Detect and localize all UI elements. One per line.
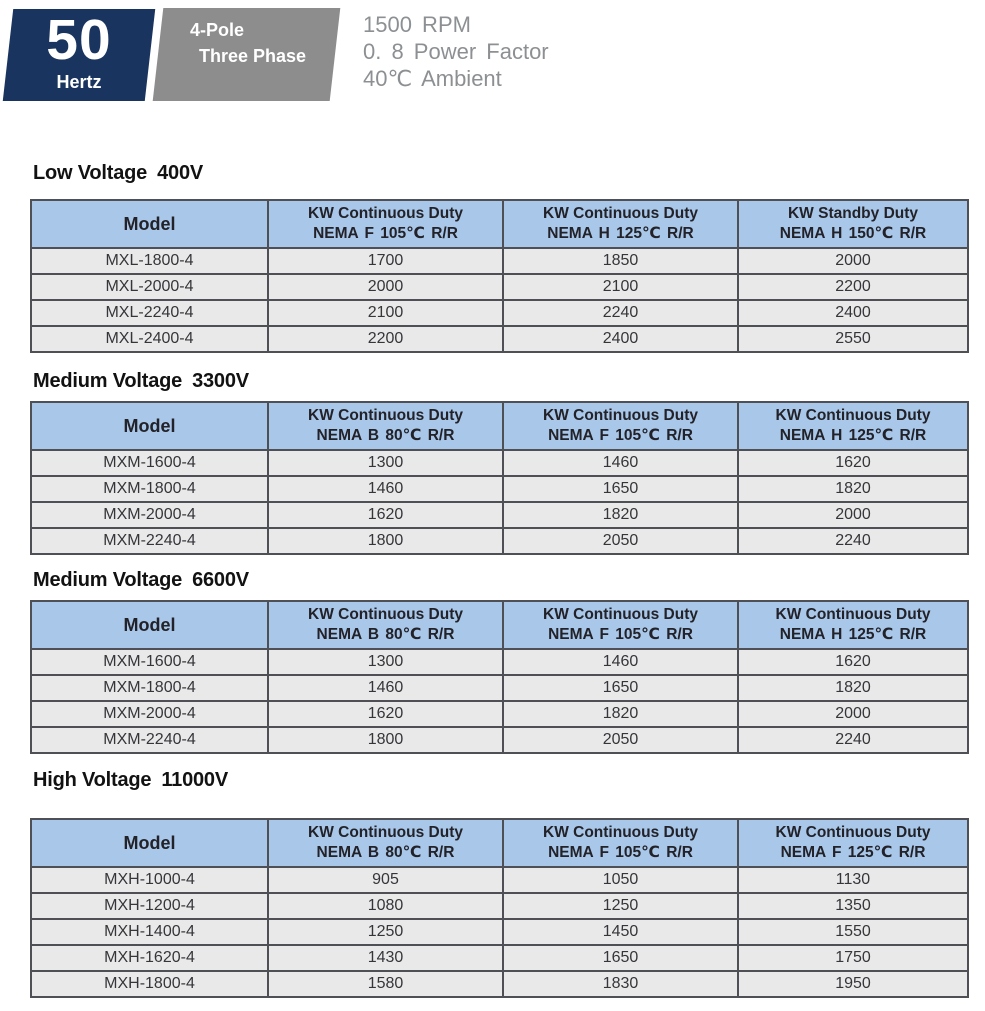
section-title-voltage: 400V — [157, 162, 204, 184]
kw-value-cell: 1130 — [738, 867, 968, 893]
kw-value-cell: 2100 — [503, 274, 738, 300]
table-row — [31, 675, 968, 701]
kw-value-cell: 2000 — [268, 274, 503, 300]
model-cell: MXL-1800-4 — [31, 248, 268, 274]
table-row — [31, 450, 968, 476]
kw-value-cell: 2240 — [738, 528, 968, 554]
kw-value-cell: 1050 — [503, 867, 738, 893]
kw-value-cell: 2000 — [738, 701, 968, 727]
duty-column-header — [738, 819, 968, 867]
section-title — [33, 569, 985, 592]
duty-header-line2: NEMA H 150℃ R/R — [779, 225, 927, 242]
kw-value-cell: 1820 — [503, 502, 738, 528]
duty-header-line2: NEMA F 105℃ R/R — [548, 844, 693, 861]
table-row — [31, 893, 968, 919]
kw-value-cell: 1460 — [503, 450, 738, 476]
section-title — [33, 162, 985, 185]
kw-value-cell: 1800 — [268, 528, 503, 554]
table-header-row — [31, 601, 968, 649]
kw-value-cell: 2000 — [738, 502, 968, 528]
kw-value-cell: 1460 — [268, 675, 503, 701]
kw-value-cell: 1620 — [268, 502, 503, 528]
kw-value-cell: 1820 — [738, 675, 968, 701]
kw-value-cell: 1800 — [268, 727, 503, 753]
kw-value-cell: 2050 — [503, 528, 738, 554]
model-cell: MXM-2000-4 — [31, 701, 268, 727]
duty-column-header — [503, 402, 738, 450]
duty-header-line1: KW Continuous Duty — [308, 407, 463, 424]
kw-value-cell: 1650 — [503, 675, 738, 701]
duty-header-line2: NEMA H 125℃ R/R — [547, 225, 694, 242]
rating-table — [30, 401, 969, 555]
model-cell: MXM-1800-4 — [31, 476, 268, 502]
table-row — [31, 867, 968, 893]
duty-header-line2: NEMA B 80℃ R/R — [316, 427, 455, 444]
duty-column-header — [738, 402, 968, 450]
kw-value-cell: 1620 — [738, 649, 968, 675]
duty-header-line1: KW Continuous Duty — [308, 205, 463, 222]
table-row — [31, 945, 968, 971]
duty-header-line2: NEMA F 105℃ R/R — [548, 626, 693, 643]
spec-line-power-factor: 0. 8 Power Factor — [363, 39, 549, 64]
duty-column-header — [268, 601, 503, 649]
kw-value-cell: 1580 — [268, 971, 503, 997]
kw-value-cell: 1650 — [503, 476, 738, 502]
section-title-label: Medium Voltage — [33, 569, 183, 591]
duty-column-header — [503, 200, 738, 248]
model-cell: MXM-1800-4 — [31, 675, 268, 701]
duty-column-header — [503, 601, 738, 649]
kw-value-cell: 1250 — [268, 919, 503, 945]
pole-label: 4-Pole — [190, 20, 245, 40]
model-cell: MXH-1400-4 — [31, 919, 268, 945]
kw-value-cell: 2200 — [268, 326, 503, 352]
model-cell: MXH-1200-4 — [31, 893, 268, 919]
kw-value-cell: 1950 — [738, 971, 968, 997]
model-cell: MXL-2000-4 — [31, 274, 268, 300]
section-title-label: Medium Voltage — [33, 370, 183, 392]
duty-header-line1: KW Continuous Duty — [543, 407, 698, 424]
duty-header-line2: NEMA B 80℃ R/R — [316, 626, 455, 643]
table-row — [31, 701, 968, 727]
duty-column-header — [738, 601, 968, 649]
duty-header-line1: KW Continuous Duty — [775, 606, 931, 623]
kw-value-cell: 1750 — [738, 945, 968, 971]
table-row — [31, 300, 968, 326]
duty-header-line2: NEMA H 125℃ R/R — [779, 626, 927, 643]
duty-header-line1: KW Continuous Duty — [775, 824, 931, 841]
voltage-section — [0, 769, 985, 998]
kw-value-cell: 1350 — [738, 893, 968, 919]
kw-value-cell: 1700 — [268, 248, 503, 274]
duty-header-line2: NEMA F 105℃ R/R — [313, 225, 458, 242]
model-cell: MXH-1800-4 — [31, 971, 268, 997]
kw-value-cell: 1430 — [268, 945, 503, 971]
kw-value-cell: 2400 — [503, 326, 738, 352]
model-cell: MXM-1600-4 — [31, 450, 268, 476]
rating-table — [30, 600, 969, 754]
duty-column-header — [738, 200, 968, 248]
section-title-label: High Voltage — [33, 769, 152, 791]
kw-value-cell: 1620 — [738, 450, 968, 476]
duty-column-header — [503, 819, 738, 867]
kw-value-cell: 905 — [268, 867, 503, 893]
table-row — [31, 528, 968, 554]
kw-value-cell: 1850 — [503, 248, 738, 274]
model-column-header: Model — [31, 601, 268, 649]
table-row — [31, 649, 968, 675]
table-header-row — [31, 819, 968, 867]
table-row — [31, 502, 968, 528]
kw-value-cell: 1460 — [503, 649, 738, 675]
section-title-voltage: 11000V — [161, 769, 228, 791]
duty-header-line1: KW Standby Duty — [787, 205, 919, 222]
section-title — [33, 769, 985, 792]
kw-value-cell: 2200 — [738, 274, 968, 300]
kw-value-cell: 1300 — [268, 649, 503, 675]
duty-column-header — [268, 402, 503, 450]
section-title-voltage: 3300V — [192, 370, 249, 392]
model-column-header: Model — [31, 819, 268, 867]
voltage-section — [0, 370, 985, 555]
duty-header-line2: NEMA H 125℃ R/R — [779, 427, 927, 444]
table-row — [31, 476, 968, 502]
kw-value-cell: 2050 — [503, 727, 738, 753]
model-column-header: Model — [31, 200, 268, 248]
table-row — [31, 248, 968, 274]
spec-line-ambient: 40℃ Ambient — [363, 66, 502, 91]
duty-header-line1: KW Continuous Duty — [543, 606, 698, 623]
table-header-row — [31, 200, 968, 248]
section-title-voltage: 6600V — [192, 569, 249, 591]
kw-value-cell: 1820 — [503, 701, 738, 727]
table-row — [31, 727, 968, 753]
section-title-label: Low Voltage — [33, 162, 148, 184]
duty-header-line1: KW Continuous Duty — [308, 824, 463, 841]
table-row — [31, 326, 968, 352]
kw-value-cell: 1300 — [268, 450, 503, 476]
rating-table — [30, 199, 969, 353]
duty-column-header — [268, 819, 503, 867]
table-row — [31, 971, 968, 997]
kw-value-cell: 2100 — [268, 300, 503, 326]
table-row — [31, 274, 968, 300]
model-column-header: Model — [31, 402, 268, 450]
kw-value-cell: 1460 — [268, 476, 503, 502]
duty-header-line1: KW Continuous Duty — [543, 824, 698, 841]
model-cell: MXM-1600-4 — [31, 649, 268, 675]
model-cell: MXL-2240-4 — [31, 300, 268, 326]
model-cell: MXM-2000-4 — [31, 502, 268, 528]
voltage-section — [0, 569, 985, 754]
frequency-unit: Hertz — [56, 72, 102, 92]
kw-value-cell: 1650 — [503, 945, 738, 971]
duty-header-line1: KW Continuous Duty — [775, 407, 931, 424]
duty-header-line1: KW Continuous Duty — [308, 606, 463, 623]
model-cell: MXH-1620-4 — [31, 945, 268, 971]
kw-value-cell: 1450 — [503, 919, 738, 945]
kw-value-cell: 2240 — [738, 727, 968, 753]
spec-line-rpm: 1500 RPM — [363, 12, 471, 37]
kw-value-cell: 1820 — [738, 476, 968, 502]
model-cell: MXH-1000-4 — [31, 867, 268, 893]
kw-value-cell: 1550 — [738, 919, 968, 945]
duty-header-line2: NEMA F 105℃ R/R — [548, 427, 693, 444]
section-title — [33, 370, 985, 393]
model-cell: MXM-2240-4 — [31, 727, 268, 753]
phase-label: Three Phase — [199, 46, 307, 66]
duty-header-line2: NEMA B 80℃ R/R — [316, 844, 455, 861]
kw-value-cell: 1620 — [268, 701, 503, 727]
duty-header-line1: KW Continuous Duty — [543, 205, 698, 222]
kw-value-cell: 1830 — [503, 971, 738, 997]
voltage-section — [0, 162, 985, 353]
kw-value-cell: 1250 — [503, 893, 738, 919]
duty-column-header — [268, 200, 503, 248]
table-header-row — [31, 402, 968, 450]
table-row — [31, 919, 968, 945]
model-cell: MXM-2240-4 — [31, 528, 268, 554]
kw-value-cell: 2400 — [738, 300, 968, 326]
model-cell: MXL-2400-4 — [31, 326, 268, 352]
duty-header-line2: NEMA F 125℃ R/R — [780, 844, 926, 861]
rating-table — [30, 818, 969, 998]
kw-value-cell: 2000 — [738, 248, 968, 274]
kw-value-cell: 2240 — [503, 300, 738, 326]
frequency-value: 50 — [46, 8, 112, 72]
kw-value-cell: 2550 — [738, 326, 968, 352]
kw-value-cell: 1080 — [268, 893, 503, 919]
